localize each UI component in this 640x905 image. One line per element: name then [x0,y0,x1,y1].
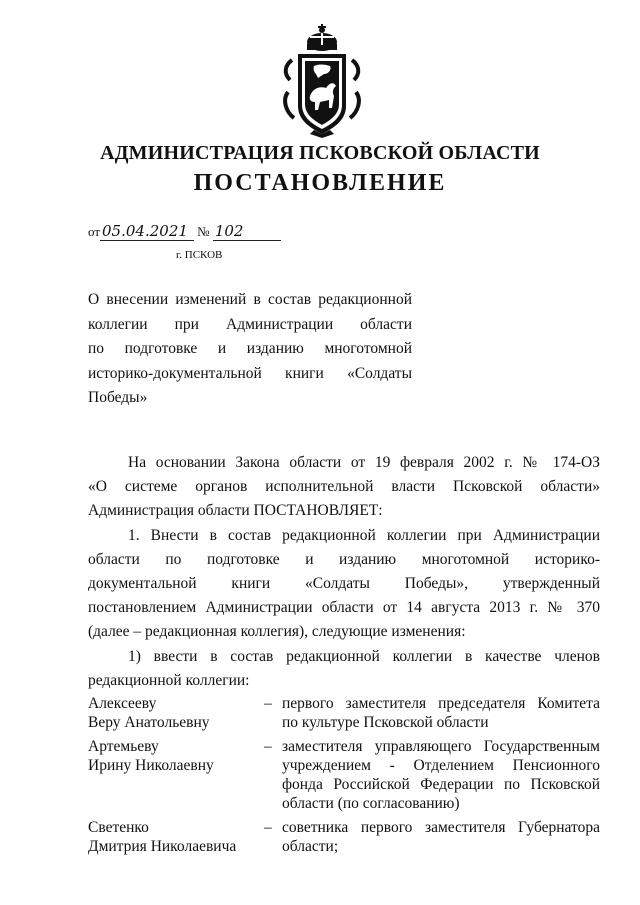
number-sign: № [197,224,210,239]
body-line: 1) ввести в состав редакционной коллегии в качестве членов [128,647,600,665]
organization-name: АДМИНИСТРАЦИЯ ПСКОВСКОЙ ОБЛАСТИ [100,142,540,164]
pskov-coat-of-arms-icon [280,22,364,140]
body-line: постановлением Администрации области от 14 августа 2013 г. № 370 [88,599,600,617]
date-prefix: от [88,224,101,239]
member-row [88,694,600,732]
member-list [88,694,600,861]
member-role: – заместителя управляющего Государственным учреждением - Отделением Пенсионного фонда Российской Федерации по Псковской области (по согласованию) [264,738,600,812]
document-body [88,451,600,693]
document-type: ПОСТАНОВЛЕНИЕ [193,170,447,196]
subject-line: по подготовке и изданию многотомной [88,340,412,357]
member-role: – советника первого заместителя Губернатора области; [264,819,600,855]
member-name: Алексееву Веру Анатольевну [88,695,210,731]
city: г. ПСКОВ [176,249,223,261]
member-role: – первого заместителя председателя Комитета по культуре Псковской области [264,695,600,731]
body-line: редакционной коллегии: [88,671,250,689]
subject-line: коллегии при Администрации области [88,315,412,333]
subject-line: О внесении изменений в состав редакционной [88,291,412,308]
document-number: 102 [213,222,281,241]
subject-line: Победы» [88,389,148,406]
body-line: области по подготовке и изданию многотомной историко- [88,550,600,568]
document-subject [88,288,412,411]
body-line: Администрация области ПОСТАНОВЛЯЕТ: [88,502,383,520]
document-date-number [88,222,281,241]
body-line: (далее – редакционная коллегия), следующие изменения: [88,623,466,641]
member-row [88,818,600,856]
body-line: «О системе органов исполнительной власти Псковской области» [88,478,600,496]
body-line: документальной книги «Солдаты Победы», утвержденный [88,575,600,593]
member-name: Светенко Дмитрия Николаевича [88,819,237,855]
member-name: Артемьеву Ирину Николаевну [88,738,214,774]
body-line: На основании Закона области от 19 февраля 2002 г. № 174-ОЗ [128,454,600,471]
subject-line: историко-документальной книги «Солдаты [88,364,412,382]
body-line: 1. Внести в состав редакционной коллегии при Администрации [128,526,600,544]
member-row [88,737,600,813]
document-date: 05.04.2021 [100,222,194,241]
